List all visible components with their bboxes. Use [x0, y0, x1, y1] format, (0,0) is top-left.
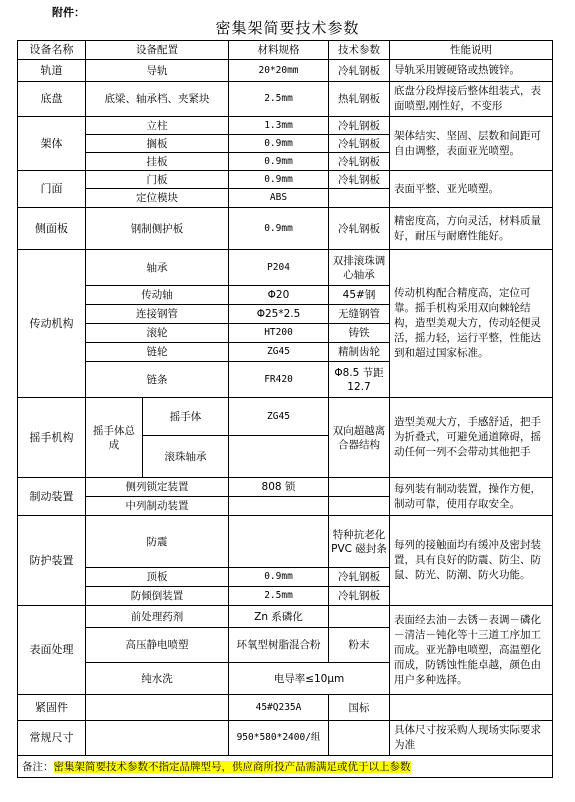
table-row — [18, 756, 553, 778]
row-name: 表面处理 — [18, 606, 86, 695]
row-spec: 808 锁 — [229, 478, 329, 497]
row-spec: 45#Q235A — [229, 695, 329, 721]
row-name: 底盘 — [18, 82, 86, 117]
row-param: 铸铁 — [329, 324, 390, 343]
row-param: 特种抗老化 PVC 磁封条 — [329, 516, 390, 568]
row-param: 精制齿轮 — [329, 343, 390, 362]
row-param: 双向超越离合器结构 — [329, 398, 390, 478]
table-row — [18, 171, 553, 189]
table-row — [18, 478, 553, 497]
row-param — [329, 189, 390, 208]
header-desc: 性能说明 — [390, 41, 553, 60]
row-config: 链条 — [86, 362, 229, 398]
header-config: 设备配置 — [86, 41, 229, 60]
row-name: 门面 — [18, 171, 86, 208]
row-config: 连接钢管 — [86, 305, 229, 324]
row-param: 冷轧钢板 — [329, 208, 390, 250]
row-spec: ABS — [229, 189, 329, 208]
row-spec: 1.3mm — [229, 117, 329, 135]
row-name: 防护装置 — [18, 516, 86, 606]
row-spec: 电导率≤10μm — [229, 663, 390, 695]
note-row — [18, 756, 553, 778]
row-desc: 每列装有制动装置，操作方便，制动可靠，使用存取安全。 — [390, 478, 553, 516]
table-row — [18, 117, 553, 135]
row-spec — [229, 436, 329, 478]
row-config: 前处理药剂 — [86, 606, 229, 628]
row-spec: 0.9mm — [229, 171, 329, 189]
row-spec: FR420 — [229, 362, 329, 398]
row-param: 冷轧钢板 — [329, 171, 390, 189]
row-config: 滚珠轴承 — [143, 436, 229, 478]
row-spec: 0.9mm — [229, 153, 329, 171]
row-param: 冷轧钢板 — [329, 587, 390, 606]
row-config: 防倾倒装置 — [86, 587, 229, 606]
table-row — [18, 60, 553, 82]
row-spec: 0.9mm — [229, 135, 329, 153]
row-desc: 导轨采用镀硬铬或热镀锌。 — [390, 60, 553, 82]
row-config: 定位模块 — [86, 189, 229, 208]
row-config: 立柱 — [86, 117, 229, 135]
row-name: 紧固件 — [18, 695, 86, 721]
row-name: 轨道 — [18, 60, 86, 82]
table-row — [18, 82, 553, 117]
row-config: 防震 — [86, 516, 229, 568]
row-config: 门板 — [86, 171, 229, 189]
spec-table — [17, 40, 553, 778]
row-desc: 架体结实、坚固、层数和间距可自由调整，表面亚光喷塑。 — [390, 117, 553, 171]
row-param — [329, 721, 390, 756]
table-row — [18, 695, 553, 721]
table-row — [18, 250, 553, 286]
row-name: 侧面板 — [18, 208, 86, 250]
row-config: 纯水洗 — [86, 663, 229, 695]
table-row — [18, 721, 553, 756]
row-config — [86, 721, 229, 756]
row-spec: ZG45 — [229, 343, 329, 362]
row-desc: 造型美观大方，手感舒适，把手为折叠式，可避免通道障碍，摇动任何一列不会带动其他把手 — [390, 398, 553, 478]
row-spec: 环氧型树脂混合粉 — [229, 628, 329, 663]
row-spec: Φ25*2.5 — [229, 305, 329, 324]
row-param: 国标 — [329, 695, 390, 721]
row-config: 导轨 — [86, 60, 229, 82]
header-device-name: 设备名称 — [18, 41, 86, 60]
note-label: 备注： — [22, 760, 54, 773]
row-name: 摇手机构 — [18, 398, 86, 478]
row-name: 常规尺寸 — [18, 721, 86, 756]
row-spec: 950*580*2400/组 — [229, 721, 329, 756]
row-config: 顶板 — [86, 568, 229, 587]
row-spec: Zn 系磷化 — [229, 606, 329, 628]
row-param: 冷轧钢板 — [329, 568, 390, 587]
row-desc: 具体尺寸按采购人现场实际要求为准 — [390, 721, 553, 756]
row-name: 制动装置 — [18, 478, 86, 516]
row-spec: HT200 — [229, 324, 329, 343]
row-config — [86, 695, 229, 721]
row-desc: 表面平整、亚光喷塑。 — [390, 171, 553, 208]
row-config: 底梁、轴承档、夹紧块 — [86, 82, 229, 117]
row-spec — [229, 516, 329, 568]
row-param: 冷轧钢板 — [329, 60, 390, 82]
row-param: 粉末 — [329, 628, 390, 663]
row-spec — [229, 497, 329, 516]
row-param — [329, 478, 390, 497]
row-config: 挂板 — [86, 153, 229, 171]
table-row — [18, 516, 553, 568]
row-desc: 传动机构配合精度高，定位可靠。摇手机构采用双向棘轮结构，造型美观大方，传动轻便灵活，摇力轻，运行平整，性能达到和超过国家标准。 — [390, 250, 553, 398]
row-spec: P204 — [229, 250, 329, 286]
row-param: 45#钢 — [329, 286, 390, 305]
row-spec: 0.9mm — [229, 568, 329, 587]
attachment-label: 附件： — [52, 6, 85, 19]
row-param: 双排滚珠调心轴承 — [329, 250, 390, 286]
note-text: 密集架简要技术参数不指定品牌型号，供应商所投产品需满足或优于以上参数 — [53, 760, 411, 773]
row-param: 冷轧钢板 — [329, 135, 390, 153]
row-spec: 20*20mm — [229, 60, 329, 82]
row-desc — [390, 695, 553, 721]
row-config: 传动轴 — [86, 286, 229, 305]
row-desc: 表面经去油－去锈－表调－磷化－清洁－钝化等十三道工序加工而成。亚光静电喷塑，高温塑化而成，防锈蚀性能卓越，颜色由用户多种选择。 — [390, 606, 553, 695]
header-spec: 材料规格 — [229, 41, 329, 60]
row-param: 无缝钢管 — [329, 305, 390, 324]
row-spec: 0.9mm — [229, 208, 329, 250]
row-param — [329, 606, 390, 628]
header-param: 技术参数 — [329, 41, 390, 60]
row-config: 轴承 — [86, 250, 229, 286]
row-config: 钢制侧护板 — [86, 208, 229, 250]
row-config: 侧列锁定装置 — [86, 478, 229, 497]
row-param: 冷轧钢板 — [329, 153, 390, 171]
row-config: 摇手体 — [143, 398, 229, 436]
row-name: 架体 — [18, 117, 86, 171]
row-config: 链轮 — [86, 343, 229, 362]
row-config: 滚轮 — [86, 324, 229, 343]
page-title: 密集架简要技术参数 — [215, 19, 360, 37]
table-row — [18, 208, 553, 250]
row-desc: 精密度高，方向灵活，材料质量好，耐压与耐磨性能好。 — [390, 208, 553, 250]
table-header-row — [18, 41, 553, 60]
row-spec: 2.5mm — [229, 587, 329, 606]
row-name: 传动机构 — [18, 250, 86, 398]
row-config: 高压静电喷塑 — [86, 628, 229, 663]
row-param: 热轧钢板 — [329, 82, 390, 117]
row-spec: 2.5mm — [229, 82, 329, 117]
row-group: 摇手体总成 — [86, 398, 143, 478]
row-config: 中列制动装置 — [86, 497, 229, 516]
row-desc: 底盘分段焊接后整体组装式，表面喷塑,刚性好，不变形 — [390, 82, 553, 117]
row-param: Φ8.5 节距12.7 — [329, 362, 390, 398]
table-row — [18, 398, 553, 436]
table-row — [18, 606, 553, 628]
row-param: 冷轧钢板 — [329, 117, 390, 135]
row-desc: 每列的接触面均有缓冲及密封装置，具有良好的防震、防尘、防鼠、防光、防潮、防火功能。 — [390, 516, 553, 606]
row-param — [329, 497, 390, 516]
row-spec: ZG45 — [229, 398, 329, 436]
row-config: 搁板 — [86, 135, 229, 153]
row-spec: Φ20 — [229, 286, 329, 305]
